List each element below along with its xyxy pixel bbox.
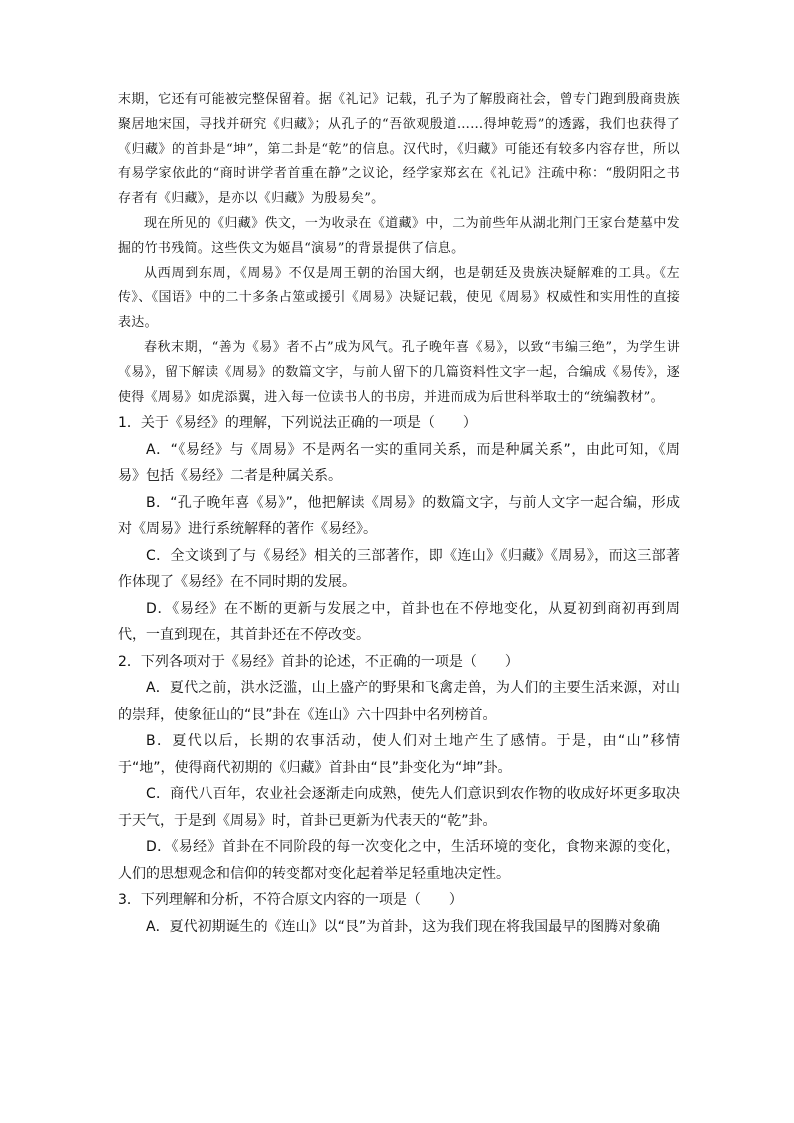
option-a: A．夏代初期诞生的《连山》以“艮”为首卦，这为我们现在将我国最早的图腾对象确 xyxy=(146,918,661,935)
question-stem: 2．下列各项对于《易经》首卦的论述，不正确的一项是（ ） xyxy=(118,653,519,670)
option-b: B．“孔子晚年喜《易》”，他把解读《周易》的数篇文字，与前人文字一起合编，形成对《周易》进行系统解释的著作《易经》。 xyxy=(118,494,680,538)
option-c: C．商代八百年，农业社会逐渐走向成熟，使先人们意识到农作物的收成好坏更多取决于天气，于是到《周易》时，首卦已更新为代表天的“乾”卦。 xyxy=(118,786,680,829)
option-b: B．夏代以后，长期的农事活动，使人们对土地产生了感情。于是，由“山”移情于“地”，使得商代初期的《归藏》首卦由“艮”卦变化为“坤”卦。 xyxy=(118,733,680,776)
question-stem: 1．关于《易经》的理解，下列说法正确的一项是（ ） xyxy=(118,415,477,432)
passage-paragraph-1: 末期，它还有可能被完整保留着。据《礼记》记载，孔子为了解殷商社会，曾专门跑到殷商贵族聚居地宋国，寻找并研究《归藏》；从孔子的“吾欲观殷道……得坤乾焉”的透露，我们也获得了《归藏》的首卦是“坤”，第二卦是“乾”的信息。汉代时，《归藏》可能还有较多内容存世，所以有易学家依此的“商时讲学者首重在静”之议论，经学家郑玄在《礼记》注疏中称：“殷阴阳之书存者有《归藏》，是亦以《归藏》为殷易矣”。 xyxy=(118,92,680,207)
option-d: D．《易经》在不断的更新与发展之中，首卦也在不停地变化，从夏初到商初再到周代，一直到现在，其首卦还在不停改变。 xyxy=(118,600,680,644)
question-3 xyxy=(118,887,680,940)
option-a: A．“《易经》与《周易》不是两名一实的重同关系，而是种属关系”，由此可知，《周易》包括《易经》二者是种属关系。 xyxy=(118,441,680,485)
passage-paragraph-3: 从西周到东周，《周易》不仅是周王朝的治国大纲，也是朝廷及贵族决疑解难的工具。《左传》、《国语》中的二十多条占筮或援引《周易》决疑记载，使见《周易》权威性和实用性的直接表达。 xyxy=(118,265,680,331)
option-d: D．《易经》首卦在不同阶段的每一次变化之中，生活环境的变化，食物来源的变化，人们的思想观念和信仰的转变都对变化起着举足轻重地决定性。 xyxy=(118,839,680,882)
passage-paragraph-2: 现在所见的《归藏》佚文，一为收录在《道藏》中，二为前些年从湖北荆门王家台楚墓中发掘的竹书残简。这些佚文为姬昌“演易”的背景提供了信息。 xyxy=(118,215,680,256)
question-2 xyxy=(118,649,680,888)
document-body xyxy=(118,88,680,940)
option-a: A．夏代之前，洪水泛滥，山上盛产的野果和飞禽走兽，为人们的主要生活来源，对山的崇拜，使象征山的“艮”卦在《连山》六十四卦中名列榜首。 xyxy=(118,680,680,723)
passage-paragraph-4: 春秋末期，“善为《易》者不占”成为风气。孔子晚年喜《易》，以致“韦编三绝”，为学生讲《易》，留下解读《周易》的数篇文字，与前人留下的几篇资料性文字一起，合编成《易传》，逐使得《周易》如虎添翼，进入每一位读书人的书房，并进而成为后世科举取士的“统编教材”。 xyxy=(118,339,680,405)
option-c: C．全文谈到了与《易经》相关的三部著作，即《连山》《归藏》《周易》，而这三部著作体现了《易经》在不同时期的发展。 xyxy=(118,547,680,591)
question-1 xyxy=(118,410,680,649)
question-stem: 3．下列理解和分析，不符合原文内容的一项是（ ） xyxy=(118,892,463,909)
